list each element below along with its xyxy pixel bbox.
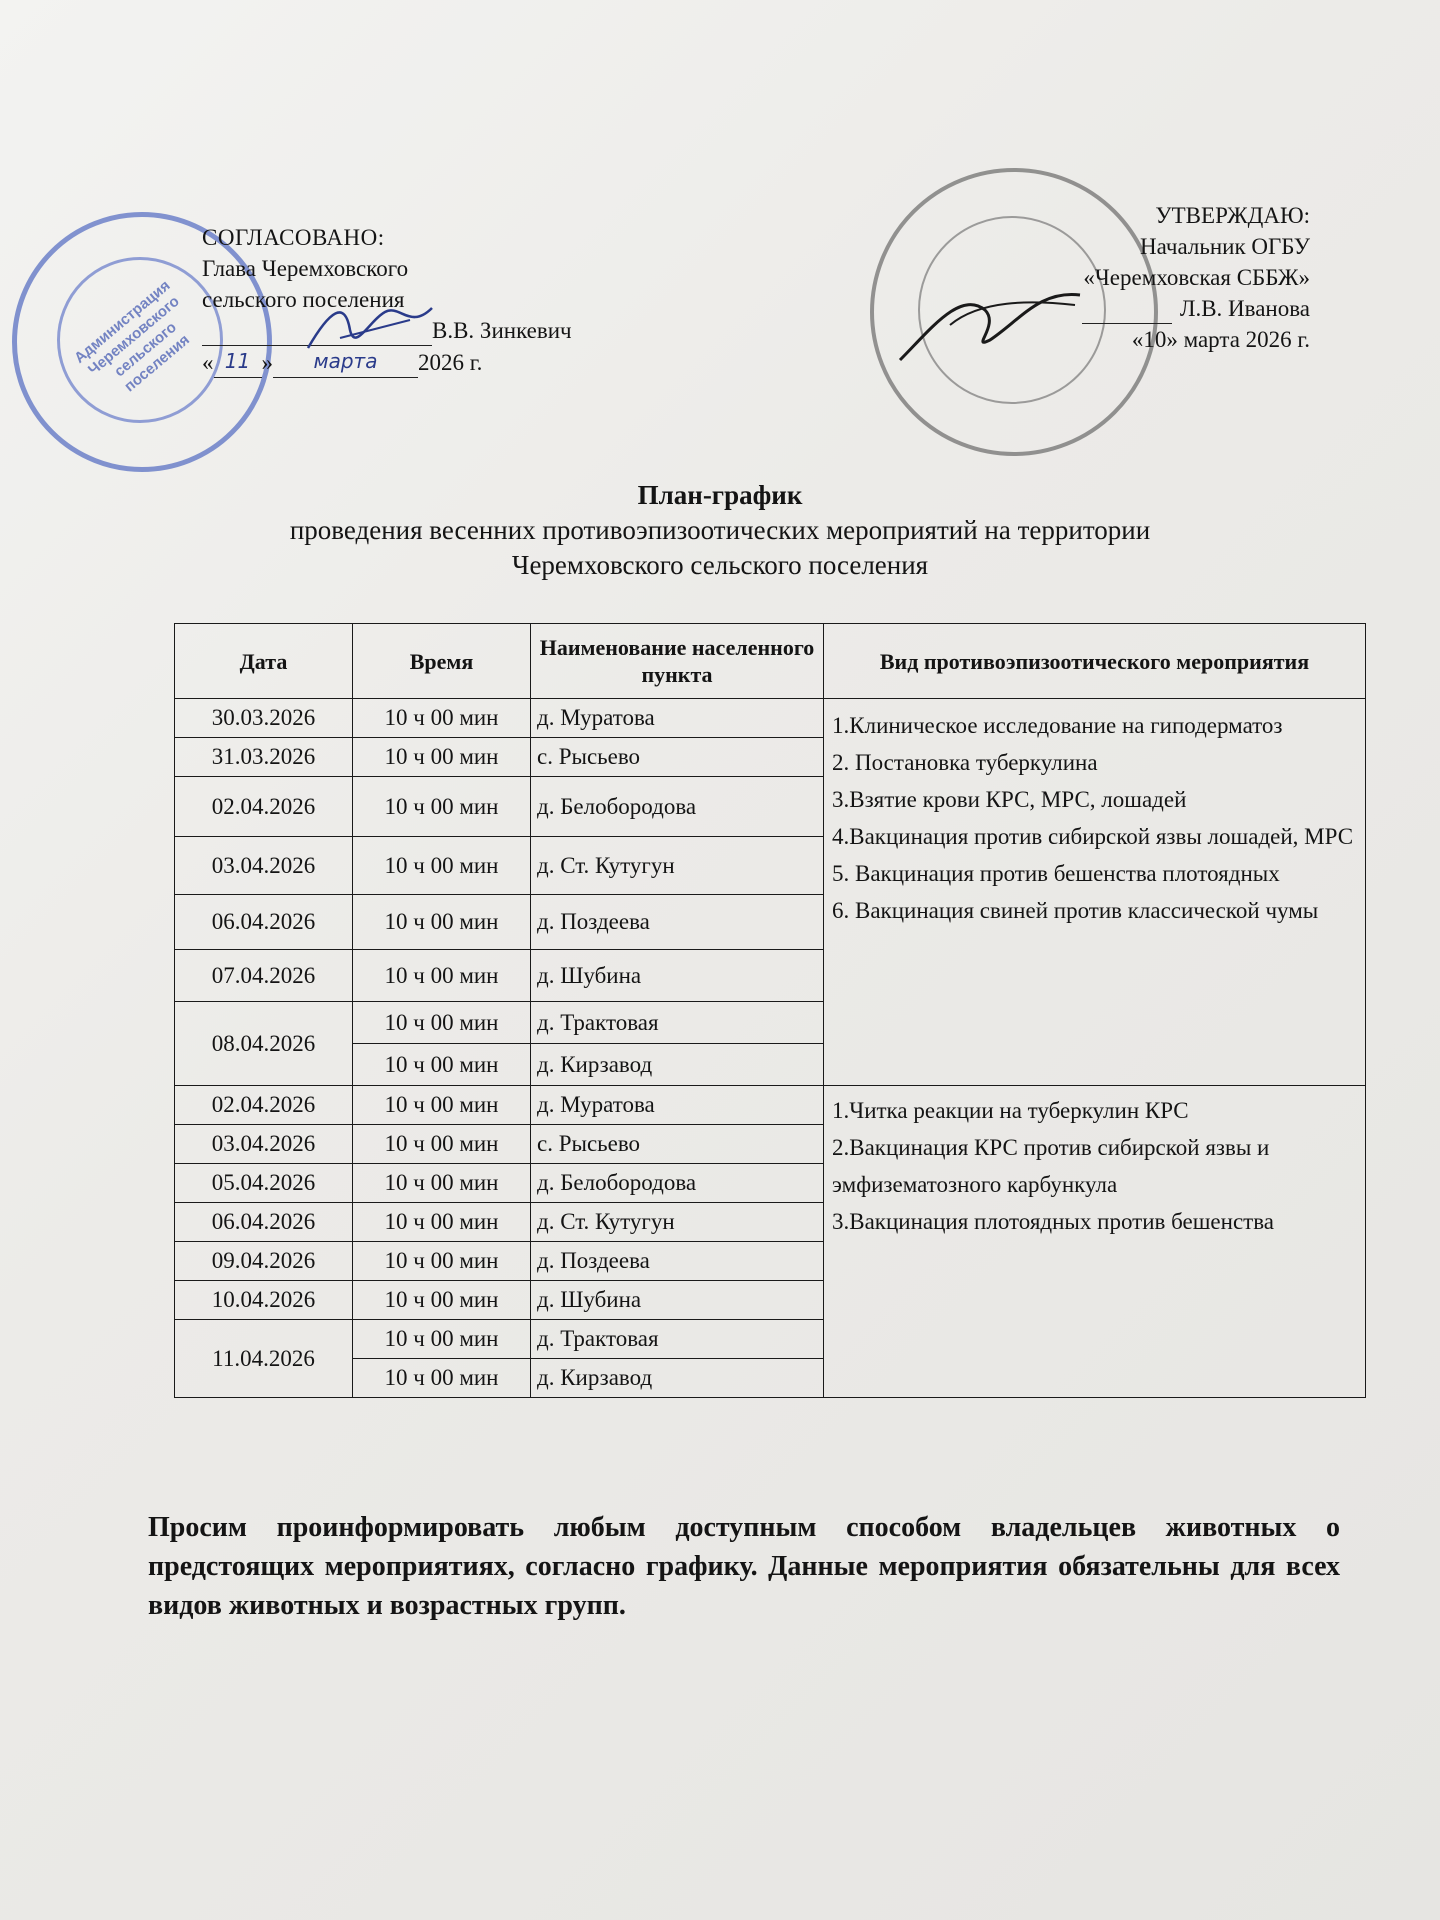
cell-date: 06.04.2026 (175, 1203, 353, 1242)
table-row (175, 1086, 1366, 1125)
cell-place: д. Шубина (531, 1281, 824, 1320)
cell-place: д. Шубина (531, 950, 824, 1002)
cell-place: д. Муратова (531, 699, 824, 738)
cell-place: д. Ст. Кутугун (531, 1203, 824, 1242)
cell-time: 10 ч 00 мин (353, 1086, 531, 1125)
cell-time: 10 ч 00 мин (353, 738, 531, 777)
cell-date: 03.04.2026 (175, 1125, 353, 1164)
cell-date: 31.03.2026 (175, 738, 353, 777)
cell-time: 10 ч 00 мин (353, 1320, 531, 1359)
signature-blank (1082, 303, 1172, 324)
cell-time: 10 ч 00 мин (353, 1164, 531, 1203)
cell-time: 10 ч 00 мин (353, 699, 531, 738)
cell-place: с. Рысьево (531, 1125, 824, 1164)
seal-text: Администрация Черемховского сельского поселения (71, 277, 193, 396)
handwritten-signature-left (300, 290, 440, 360)
cell-date: 07.04.2026 (175, 950, 353, 1002)
document-title-main: План-график (637, 480, 803, 510)
event-item: 5. Вакцинация против бешенства плотоядных (832, 861, 1280, 886)
event-item: 2.Вакцинация КРС против сибирской язвы и эмфизематозного карбункула (832, 1135, 1270, 1197)
date-quote: » (261, 350, 273, 375)
event-item: 3.Вакцинация плотоядных против бешенства (832, 1209, 1274, 1234)
event-item: 1.Читка реакции на туберкулин КРС (832, 1098, 1189, 1123)
cell-date: 10.04.2026 (175, 1281, 353, 1320)
document-title-subtitle: Черемховского сельского поселения (511, 550, 929, 580)
cell-time: 10 ч 00 мин (353, 895, 531, 950)
cell-date: 09.04.2026 (175, 1242, 353, 1281)
document-title (0, 478, 1440, 583)
cell-date: 06.04.2026 (175, 895, 353, 950)
cell-place: д. Кирзавод (531, 1044, 824, 1086)
cell-place: д. Трактовая (531, 1320, 824, 1359)
approval-approved-position: Начальник ОГБУ (1140, 234, 1310, 259)
cell-date: 02.04.2026 (175, 1086, 353, 1125)
cell-events-block1 (824, 699, 1366, 1086)
cell-place: д. Трактовая (531, 1002, 824, 1044)
cell-time: 10 ч 00 мин (353, 1002, 531, 1044)
cell-time: 10 ч 00 мин (353, 1242, 531, 1281)
event-item: 1.Клиническое исследование на гиподерматоз (832, 713, 1283, 738)
cell-date: 08.04.2026 (175, 1002, 353, 1086)
schedule-table (174, 623, 1366, 1398)
approval-approved-date: «10» марта 2026 г. (1131, 327, 1310, 352)
cell-time: 10 ч 00 мин (353, 777, 531, 837)
cell-date: 05.04.2026 (175, 1164, 353, 1203)
event-item: 6. Вакцинация свиней против классической чумы (832, 898, 1319, 923)
approval-agreed-position: сельского поселения (202, 287, 405, 312)
cell-place: д. Муратова (531, 1086, 824, 1125)
event-item: 3.Взятие крови КРС, МРС, лошадей (832, 787, 1187, 812)
cell-place: д. Поздеева (531, 1242, 824, 1281)
cell-place: д. Белобородова (531, 1164, 824, 1203)
header-event: Вид противоэпизоотического мероприятия (824, 624, 1366, 699)
approval-approved-position: «Черемховская СББЖ» (1083, 265, 1310, 290)
date-quote: « (202, 350, 214, 375)
approval-agreed-signer: В.В. Зинкевич (432, 318, 572, 343)
cell-time: 10 ч 00 мин (353, 1359, 531, 1398)
cell-date: 02.04.2026 (175, 777, 353, 837)
notice-paragraph: Просим проинформировать любым доступным способом владельцев животных о предстоящих мероприятиях, согласно графику. Данные мероприятия обязательны для всех видов животных и возрастных групп. (148, 1512, 1340, 1621)
handwritten-month: марта (273, 346, 418, 378)
event-item: 2. Постановка туберкулина (832, 750, 1098, 775)
date-year: 2026 г. (418, 350, 483, 375)
header-place: Наименование населенного пункта (531, 624, 824, 699)
cell-time: 10 ч 00 мин (353, 1044, 531, 1086)
handwritten-signature-right (890, 270, 1090, 380)
cell-place: д. Поздеева (531, 895, 824, 950)
cell-time: 10 ч 00 мин (353, 1125, 531, 1164)
header-date: Дата (175, 624, 353, 699)
table-row (175, 699, 1366, 738)
approval-approved-signer: Л.В. Иванова (1179, 296, 1310, 321)
cell-time: 10 ч 00 мин (353, 1203, 531, 1242)
event-item: 4.Вакцинация против сибирской язвы лошадей, МРС (832, 824, 1354, 849)
cell-place: д. Белобородова (531, 777, 824, 837)
signature-line (1082, 293, 1310, 324)
approval-approved-title: УТВЕРЖДАЮ: (1155, 203, 1310, 228)
approval-approved-block (1082, 200, 1310, 355)
cell-time: 10 ч 00 мин (353, 950, 531, 1002)
cell-date: 30.03.2026 (175, 699, 353, 738)
approval-agreed-title: СОГЛАСОВАНО: (202, 225, 385, 250)
cell-place: д. Кирзавод (531, 1359, 824, 1398)
cell-date: 03.04.2026 (175, 837, 353, 895)
cell-time: 10 ч 00 мин (353, 837, 531, 895)
cell-time: 10 ч 00 мин (353, 1281, 531, 1320)
cell-date: 11.04.2026 (175, 1320, 353, 1398)
table-header-row (175, 624, 1366, 699)
cell-place: с. Рысьево (531, 738, 824, 777)
header-time: Время (353, 624, 531, 699)
cell-place: д. Ст. Кутугун (531, 837, 824, 895)
document-title-subtitle: проведения весенних противоэпизоотических мероприятий на территории (289, 515, 1151, 545)
approval-agreed-position: Глава Черемховского (202, 256, 409, 281)
cell-events-block2 (824, 1086, 1366, 1398)
handwritten-day: 11 (214, 346, 262, 378)
